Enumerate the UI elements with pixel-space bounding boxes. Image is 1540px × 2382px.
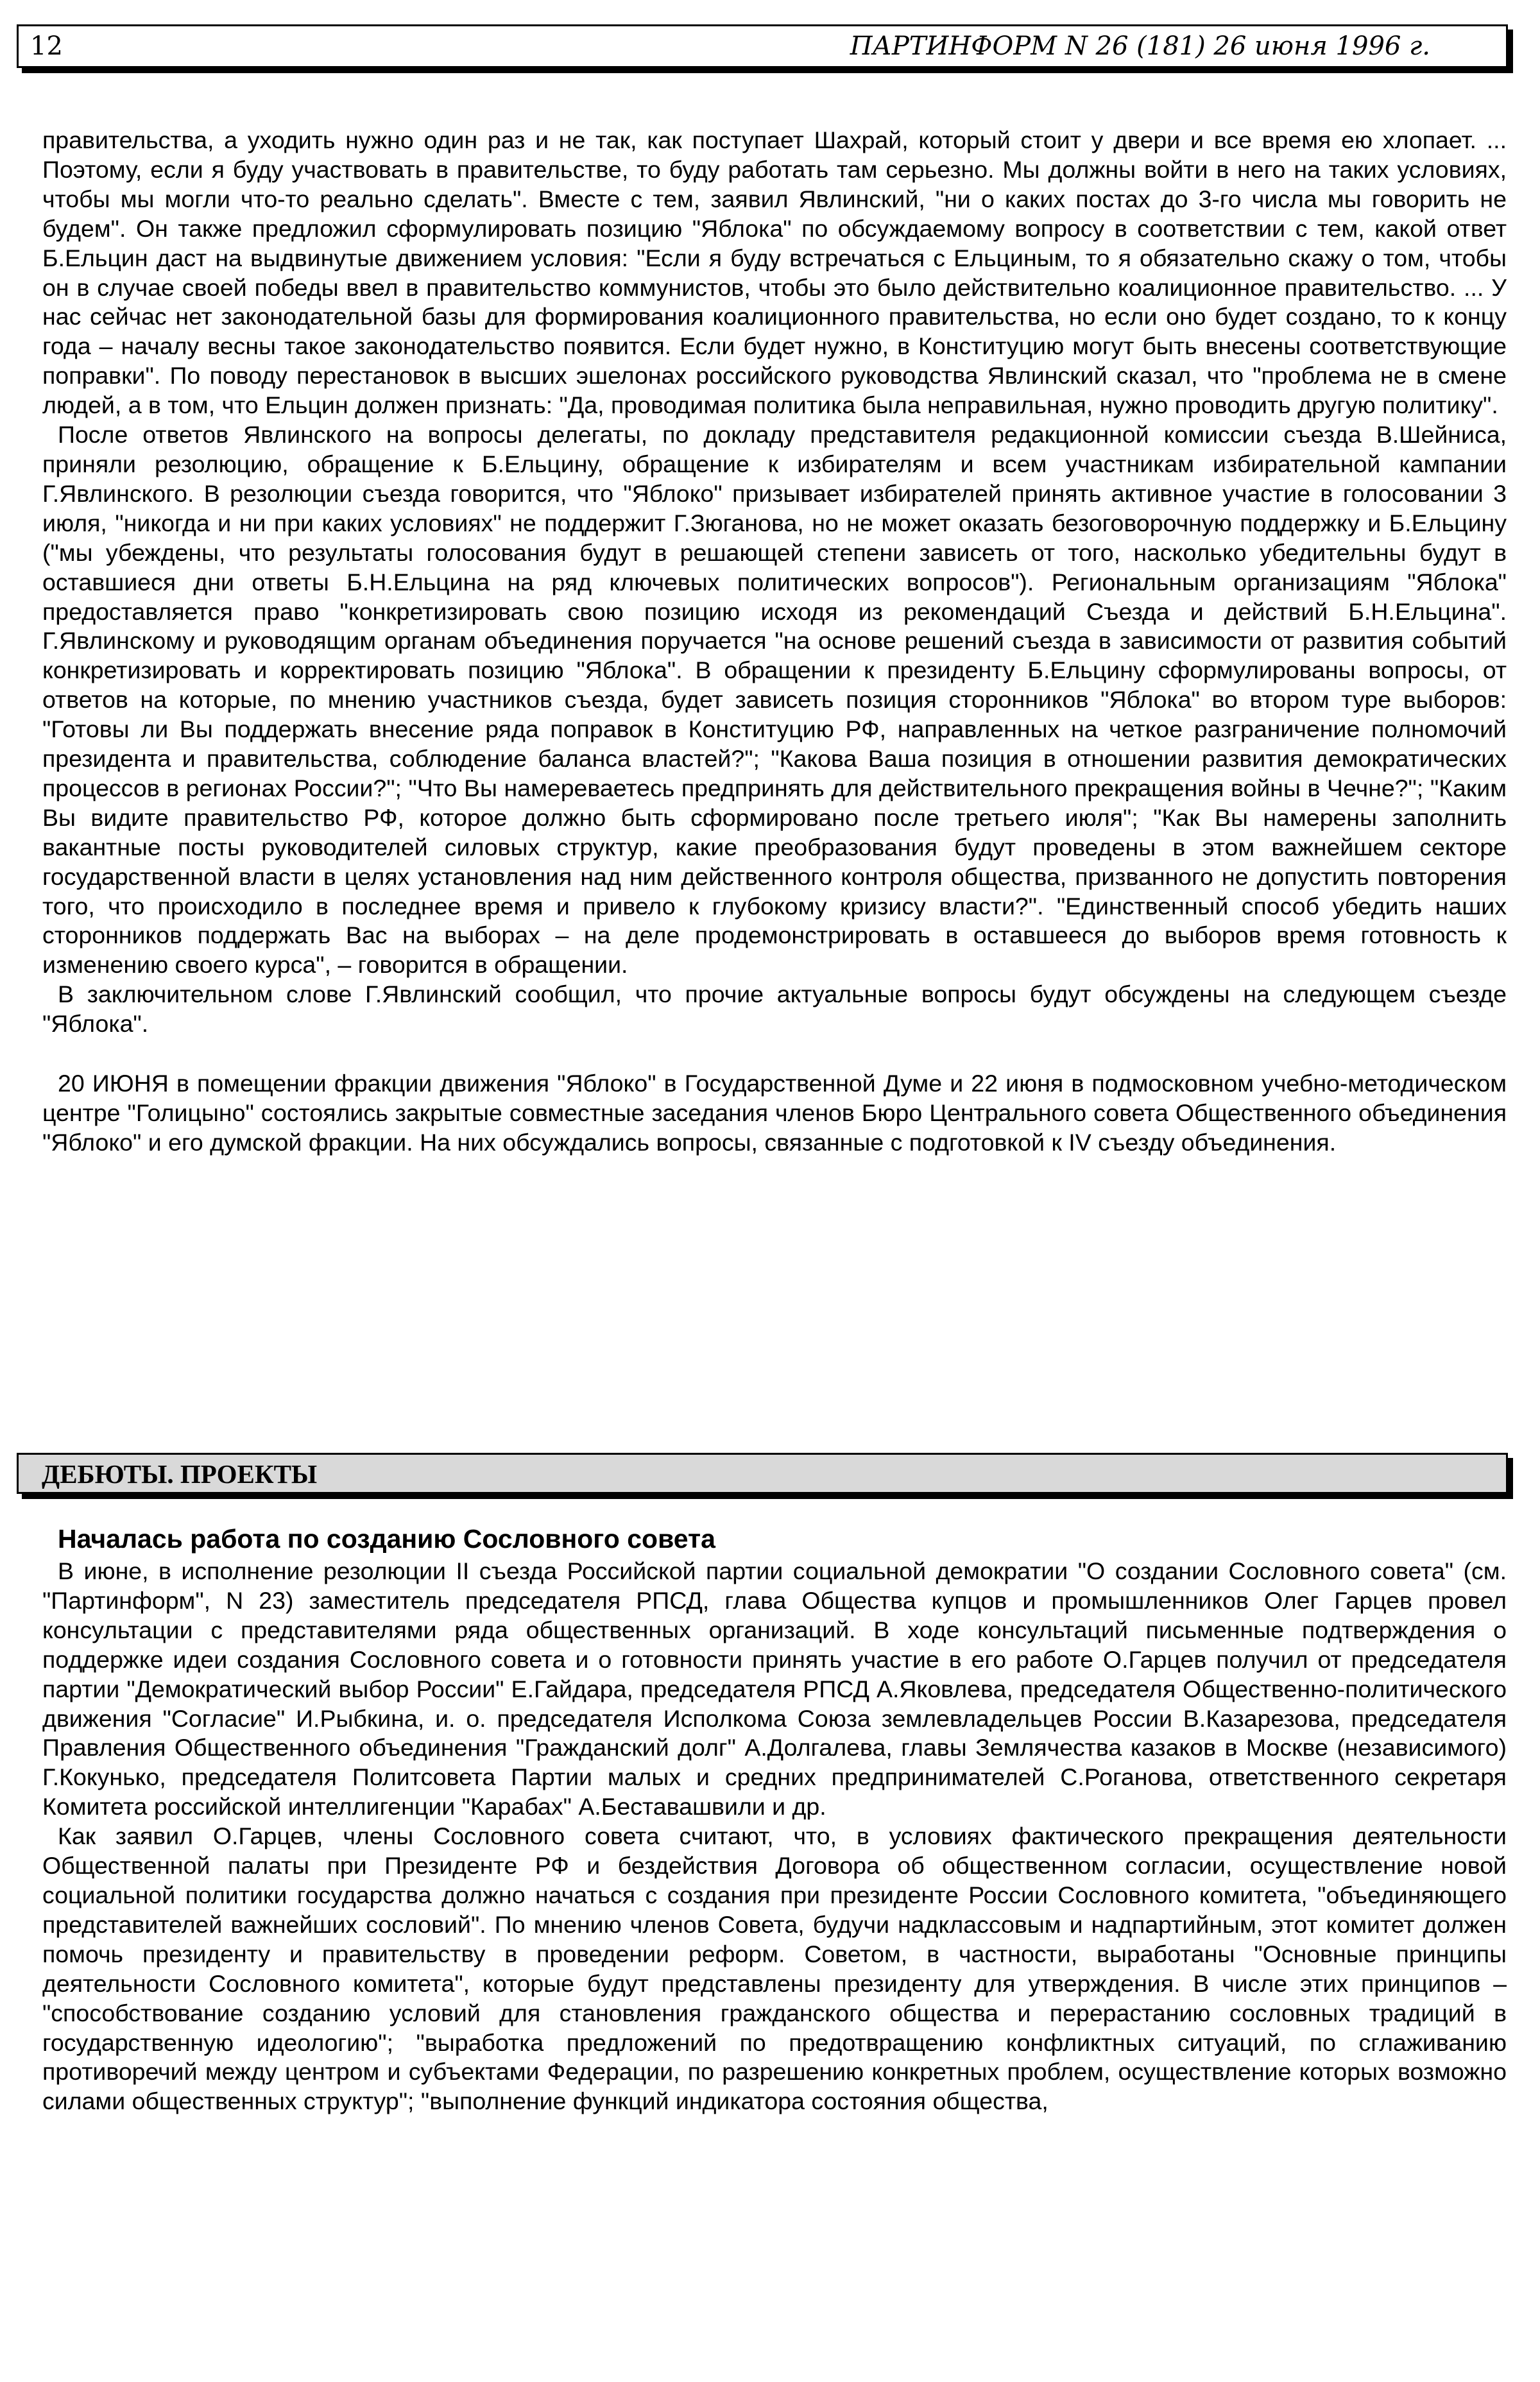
paragraph: Как заявил О.Гарцев, члены Сословного совета считают, что, в условиях фактического прекращения деятельности Общественной палаты при Президенте РФ и бездействия Договора об общественном согласии, осуществление новой социальной политики государства должно начаться с создания при президенте России Сословного комитета, "объединяющего представителей важнейших сословий". По мнению членов Совета, будучи надклассовым и надпартийным, этот комитет должен помочь президенту и правительству в проведении реформ. Советом, в частности, выработаны "Основные принципы деятельности Сословного комитета", которые будут представлены президенту для утверждения. В числе этих принципов – "способствование созданию условий для становления гражданского общества и перерастанию сословных традиций в государственную идеологию"; "выработка предложений по предотвращению конфликтных ситуаций, по сглаживанию противоречий между центром и субъектами Федерации, по разрешению конкретных проблем, осуществление которых возможно силами общественных структур"; "выполнение функций индикатора состояния общества, [42, 1822, 1507, 2115]
paragraph: В июне, в исполнение резолюции II съезда Российской партии социальной демократии "О создании Сословного совета" (см. "Партинформ", N 23) заместитель председателя РПСД, глава Общества купцов и промышленников Олег Гарцев провел консультации с представителями ряда общественных организаций. В ходе консультаций письменные подтверждения о поддержке идеи создания Сословного совета и о готовности принять участие в его работе О.Гарцев получил от председателя партии "Демократический выбор России" Е.Гайдара, председателя РПСД А.Яковлева, председателя Общественно-политического движения "Согласие" И.Рыбкина, и. о. председателя Исполкома Союза землевладельцев России В.Казарезова, председателя Правления Общественного объединения "Гражданский долг" А.Долгалева, главы Землячества казаков в Москве (независимого) Г.Кокунько, председателя Политсовета Партии малых и средних предпринимателей С.Роганова, ответственного секретаря Комитета российской интеллигенции "Карабах" А.Беставашвили и др. [42, 1557, 1507, 1821]
paragraph: После ответов Явлинского на вопросы делегаты, по докладу представителя редакционной комиссии съезда В.Шейниса, приняли резолюцию, обращение к Б.Ельцину, обращение к избирателям и всем участникам избирательной кампании Г.Явлинского. В резолюции съезда говорится, что "Яблоко" призывает избирателей принять активное участие в голосовании 3 июля, "никогда и ни при каких условиях" не поддержит Г.Зюганова, но не может оказать безоговорочную поддержку и Б.Ельцину ("мы убеждены, что результаты голосования будут в решающей степени зависеть от того, насколько убедительны будут в оставшиеся дни ответы Б.Н.Ельцина на ряд ключевых политических вопросов"). Региональным организациям "Яблока" предоставляется право "конкретизировать свою позицию исходя из рекомендаций Съезда и действий Б.Н.Ельцина". Г.Явлинскому и руководящим органам объединения поручается "на основе решений съезда в зависимости от развития событий конкретизировать и корректировать позицию "Яблока". В обращении к президенту Б.Ельцину сформулированы вопросы, от ответов на которые, по мнению участников съезда, будет зависеть позиция сторонников "Яблока" во втором туре выборов: "Готовы ли Вы поддержать внесение ряда поправок в Конституцию РФ, направленных на четкое разграничение полномочий президента и правительства, соблюдение баланса властей?"; "Какова Ваша позиция в отношении развития демократических процессов в регионах России?"; "Что Вы намереваетесь предпринять для действительного прекращения войны в Чечне?"; "Каким Вы видите правительство РФ, которое должно быть сформировано после третьего июля"; "Как Вы намерены заполнить вакантные посты руководителей силовых структур, какие преобразования будут проведены в этом важнейшем секторе государственной власти в целях установления над ним действенного контроля общества, призванного не допустить повторения того, что происходило в последнее время и привело к глубокому кризису власти?". "Единственный способ убедить наших сторонников поддержать Вас на выборах – на деле продемонстрировать в оставшееся до выборов время готовность к изменению своего курса", – говорится в обращении. [42, 421, 1507, 979]
article-heading: Началась работа по созданию Сословного совета [58, 1524, 715, 1554]
page-header [17, 24, 1508, 68]
article-continuation [42, 126, 1507, 1158]
page-number: 12 [30, 31, 63, 61]
spacer [42, 1039, 1507, 1069]
paragraph: В заключительном слове Г.Явлинский сообщил, что прочие актуальные вопросы будут обсуждены на следующем съезде "Яблока". [42, 981, 1507, 1038]
section-header [17, 1453, 1508, 1494]
article [42, 1523, 1507, 2116]
section-title: ДЕБЮТЫ. ПРОЕКТЫ [42, 1459, 318, 1489]
paragraph: правительства, а уходить нужно один раз и не так, как поступает Шахрай, который стоит у двери и все время ею хлопает. ... Поэтому, если я буду участвовать в правительстве, то буду работать там серьезно. Мы должны войти в него на таких условиях, чтобы мы могли что-то реально сделать". Вместе с тем, заявил Явлинский, "ни о каких постах до 3-го числа мы говорить не будем". Он также предложил сформулировать позицию "Яблока" по обсуждаемому вопросу в соответствии с тем, какой ответ Б.Ельцин даст на выдвинутые движением условия: "Если я буду встречаться с Ельциным, то я обязательно скажу о том, чтобы он в случае своей победы ввел в правительство коммунистов, чтобы это было действительно коалиционное правительство. ... У нас сейчас нет законодательной базы для формирования коалиционного правительства, но если оно будет создано, то к концу года – началу весны такое законодательство появится. Если будет нужно, в Конституцию могут быть внесены соответствующие поправки". По поводу перестановок в высших эшелонах российского руководства Явлинский сказал, что "проблема не в смене людей, а в том, что Ельцин должен признать: "Да, проводимая политика была неправильная, нужно проводить другую политику". [42, 126, 1507, 419]
news-item: 20 ИЮНЯ в помещении фракции движения "Яблоко" в Государственной Думе и 22 июня в подмосковном учебно-методическом центре "Голицыно" состоялись закрытые совместные заседания членов Бюро Центрального совета Общественного объединения "Яблоко" и его думской фракции. На них обсуждались вопросы, связанные с подготовкой к IV съезду объединения. [42, 1070, 1507, 1156]
issue-line: ПАРТИНФОРМ N 26 (181) 26 июня 1996 г. [850, 31, 1430, 61]
